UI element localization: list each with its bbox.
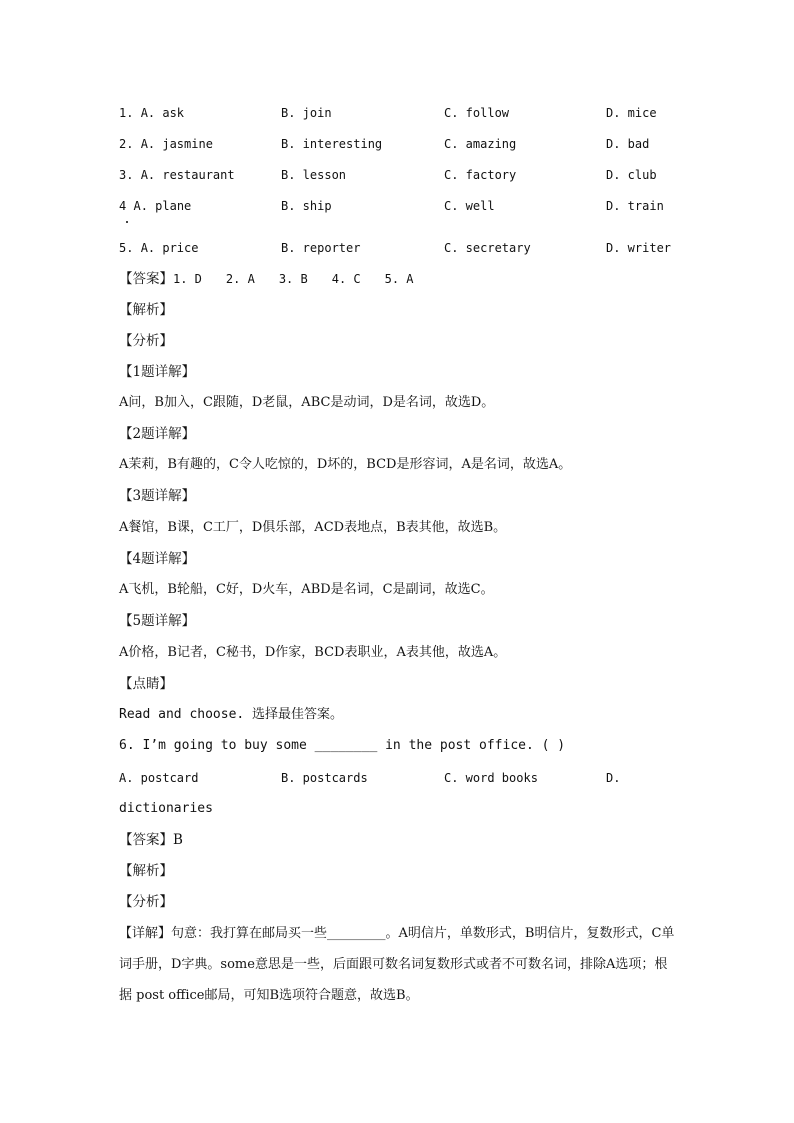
option-a: 2. A. jasmine — [119, 137, 213, 151]
option-c: C. factory — [444, 168, 517, 182]
detail-heading: 【4题详解】 — [119, 551, 196, 567]
answer-item: 2. A — [225, 272, 255, 286]
option-b: B. interesting — [281, 137, 383, 151]
q6-section-fenxi: 【分析】 — [119, 894, 173, 910]
question-row — [119, 196, 679, 216]
q6-section-jiexi: 【解析】 — [119, 863, 173, 879]
option-b: B. reporter — [281, 241, 361, 255]
detail-text: A飞机，B轮船，C好，D火车，ABD是名词，C是副词，故选C。 — [119, 582, 494, 597]
question-row — [119, 103, 679, 123]
detail-heading: 【1题详解】 — [119, 364, 196, 380]
detail-heading: 【2题详解】 — [119, 426, 196, 442]
option-d-continued: dictionaries — [119, 801, 213, 816]
option-a: 1. A. ask — [119, 106, 185, 120]
option-d: D. — [606, 771, 621, 785]
question-row — [119, 134, 679, 154]
detail-text: A茉莉，B有趣的，C令人吃惊的，D坏的，BCD是形容词，A是名词，故选A。 — [119, 457, 572, 472]
option-c: C. follow — [444, 106, 510, 120]
detail-text: A问，B加入，C跟随，D老鼠，ABC是动词，D是名词，故选D。 — [119, 395, 495, 410]
answer-label: 【答案】 — [119, 271, 173, 287]
option-c: C. well — [444, 199, 495, 213]
q6-answer: 【答案】B — [119, 832, 183, 848]
option-c: C. word books — [444, 771, 538, 785]
detail-text: A餐馆，B课，C工厂，D俱乐部，ACD表地点，B表其他，故选B。 — [119, 520, 507, 535]
option-b: B. lesson — [281, 168, 347, 182]
option-b: B. join — [281, 106, 332, 120]
answer-item: 3. B — [278, 272, 308, 286]
option-a: 5. A. price — [119, 241, 199, 255]
option-c: C. amazing — [444, 137, 517, 151]
detail-heading: 【3题详解】 — [119, 488, 196, 504]
option-d: D. writer — [606, 241, 672, 255]
option-d: D. train — [606, 199, 664, 213]
option-a: A. postcard — [119, 771, 199, 785]
q6-detail-paragraph: 【详解】句意：我打算在邮局买一些_________。A明信片，单数形式，B明信片，复数形式，C单词手册，D字典。some意思是一些，后面跟可数名词复数形式或者不可数名词，排除A选项；根据 post office邮局，可知B选项符合题意，故选B。 — [119, 926, 675, 1003]
option-a: 4 A. plane — [119, 199, 192, 213]
answer-item: 1. D — [173, 272, 202, 286]
question-row — [119, 238, 679, 258]
dianjing-text: Read and choose. 选择最佳答案。 — [119, 707, 344, 722]
section-heading-fenxi: 【分析】 — [119, 333, 173, 349]
option-c: C. secretary — [444, 241, 531, 255]
question-6-stem: 6. I’m going to buy some ________ in the post office. ( ) — [119, 738, 566, 753]
question-row — [119, 165, 679, 185]
option-d: D. bad — [606, 137, 650, 151]
option-d: D. club — [606, 168, 657, 182]
option-d: D. mice — [606, 106, 657, 120]
option-a: 3. A. restaurant — [119, 168, 235, 182]
answer-item: 4. C — [331, 272, 361, 286]
question-6-options — [119, 768, 679, 788]
section-heading-jiexi: 【解析】 — [119, 302, 173, 318]
detail-heading: 【5题详解】 — [119, 613, 196, 629]
option-b: B. ship — [281, 199, 332, 213]
dianjing-heading: 【点睛】 — [119, 676, 173, 692]
answer-line — [119, 269, 679, 290]
stray-dot — [126, 221, 128, 223]
answer-item: 5. A — [384, 272, 414, 286]
detail-text: A价格，B记者，C秘书，D作家，BCD表职业，A表其他，故选A。 — [119, 645, 507, 660]
option-b: B. postcards — [281, 771, 368, 785]
